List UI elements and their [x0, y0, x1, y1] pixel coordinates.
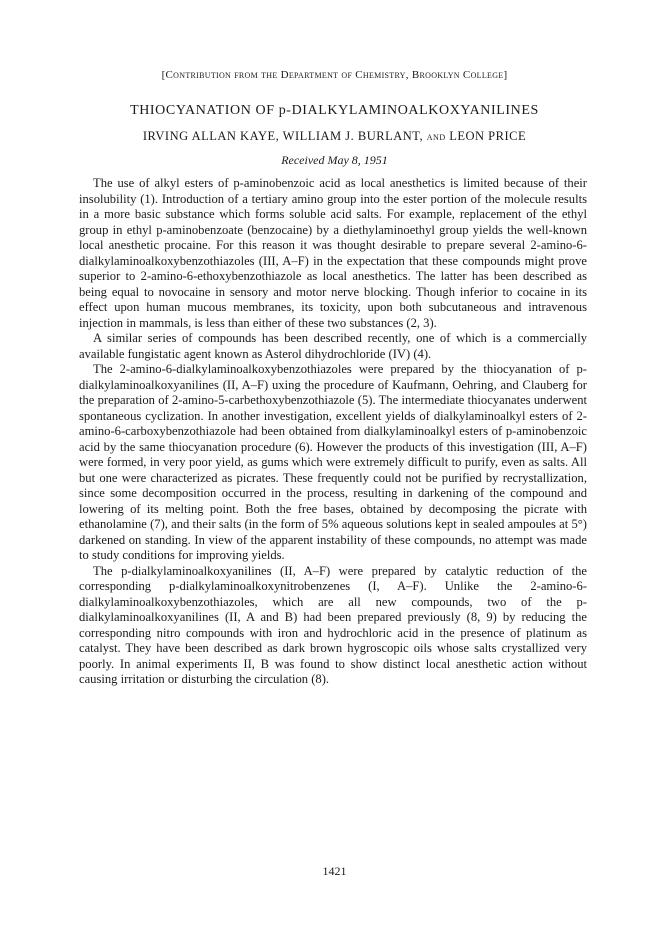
article-title: THIOCYANATION OF p-DIALKYLAMINOALKOXYANILINES — [130, 103, 539, 118]
article-body — [79, 176, 587, 688]
paragraph-3: The 2-amino-6-dialkylaminoalkoxybenzothiazoles were prepared by the thiocyanation of p-dialkylaminoalkoxyanilines (II, A–F) uxing the procedure of Kaufmann, Oehring, and Clauberg for the preparation of 2-amino-5-carbethoxybenzothiazole (5). The intermediate thiocyanates underwent spontaneous cyclization. In another investigation, excellent yields of dialkylaminoalkyl esters of 2-amino-6-carboxybenzothiazole had been obtained from dialkylaminoalkyl esters of p-aminobenzoic acid by the same thiocyanation procedure (6). However the products of this investigation (III, A–F) were formed, in very poor yield, as gums which were extremely difficult to purify, even as salts. All but one were characterized as picrates. These frequently could not be purified by recrystallization, since some decomposition occurred in the process, resulting in darkening of the compound and lowering of its melting point. Both the free bases, obtained by decomposing the picrate with ethanolamine (7), and their salts (in the form of 5% aqueous solutions kept in sealed ampoules at 5°) darkened on standing. In view of the apparent instability of these compounds, no attempt was made to study conditions for improving yields. — [79, 362, 587, 562]
page-number: 1421 — [322, 864, 347, 878]
author-line — [0, 129, 669, 144]
paragraph-1: The use of alkyl esters of p-aminobenzoic acid as local anesthetics is limited because of their insolubility (1). Introduction of a tertiary amino group into the ester portion of the molecule results in a more basic substance which forms soluble acid salts. For example, replacement of the ethyl group in ethyl p-aminobenzoate (benzocaine) by a diethylaminoethyl group yields the well-known local anesthetic procaine. For this reason it was thought desirable to prepare several 2-amino-6-dialkylaminoalkoxybenzothiazoles (III, A–F) in the expectation that these compounds might prove superior to 2-amino-6-ethoxybenzothiazole as local anesthetics. The latter has been described as being equal to novocaine in sensory and motor nerve blocking. Though inferior to cocaine in its effect upon human mucous membranes, its toxicity, upon both subcutaneous and intravenous injection in mammals, is less than either of these two substances (2, 3). — [79, 176, 587, 330]
contribution-header: [Contribution from the Department of Chemistry, Brooklyn College] — [161, 69, 508, 81]
paragraph-4: The p-dialkylaminoalkoxyanilines (II, A–F) were prepared by catalytic reduction of the corresponding p-dialkylaminoalkoxynitrobenzenes (I, A–F). Unlike the 2-amino-6-dialkylaminoalkoxybenzothiazoles, which are all new compounds, two of the p-dialkylaminoalkoxyanilines (II, A and B) had been prepared previously (8, 9) by reducing the corresponding nitro compounds with iron and hydrochloric acid in the presence of platinum as catalyst. They have been described as dark brown hygroscopic oils whose salts crystallized very poorly. In animal experiments II, B was found to show distinct local anesthetic action without causing irritation or disturbing the circulation (8). — [79, 563, 587, 686]
received-date: Received May 8, 1951 — [281, 153, 388, 167]
authors-part2: LEON PRICE — [449, 129, 527, 143]
authors-and: and — [426, 131, 446, 143]
paragraph-2: A similar series of compounds has been described recently, one of which is a commercially available fungistatic agent known as Asterol dihydrochloride (IV) (4). — [79, 331, 587, 361]
authors-part1: IRVING ALLAN KAYE, WILLIAM J. BURLANT, — [142, 129, 424, 143]
